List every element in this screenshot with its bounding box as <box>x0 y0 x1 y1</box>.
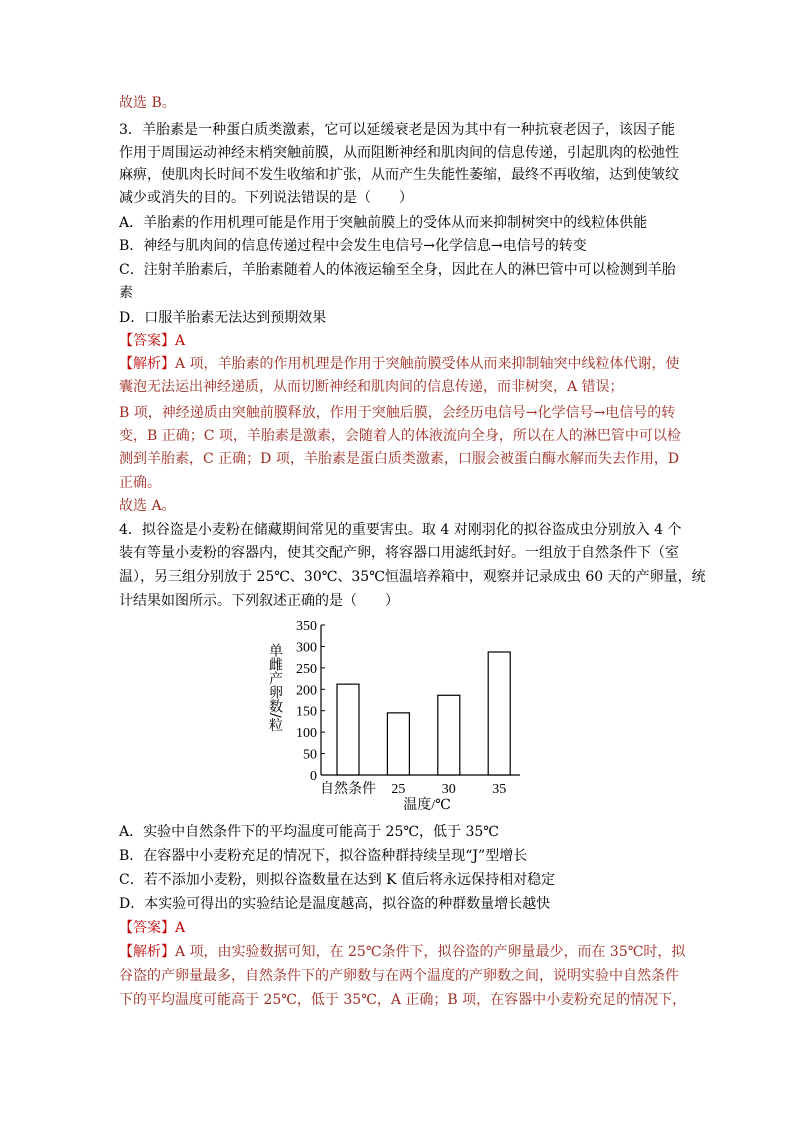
q3-analysis-line <box>119 354 680 374</box>
q4-analysis-line: 下的平均温度可能高于 25℃，低于 35℃，A 正确；B 项，在容器中小麦粉充足的情况下， <box>119 992 687 1008</box>
q4-option-c: C．若不添加小麦粉，则拟谷盗数量在达到 K 值后将永远保持相对稳定 <box>119 872 556 888</box>
q4-option-d: D．本实验可得出的实验结论是温度越高，拟谷盗的种群数量增长越快 <box>119 896 551 912</box>
answer-label: 【答案】 <box>119 333 175 349</box>
q3-option-c-continued: 素 <box>119 285 133 301</box>
category-label: 30 <box>441 782 456 797</box>
q4-stem-line: 温），另三组分别放于 25℃、30℃、35℃恒温培养箱中，观察并记录成虫 60 天的产卵量，统 <box>119 569 706 585</box>
q3-option-b: B．神经与肌肉间的信息传递过程中会发生电信号→化学信息→电信号的转变 <box>119 238 587 254</box>
x-axis-label: 温度/℃ <box>403 798 451 813</box>
bar-chart <box>260 615 530 820</box>
q3-analysis-line: 囊泡无法运出神经递质，从而切断神经和肌肉间的信息传递，而非树突，A 错误； <box>119 379 624 395</box>
bar-0 <box>337 684 359 775</box>
q3-analysis-line: 正确。 <box>119 475 161 491</box>
y-tick-label: 200 <box>296 683 317 699</box>
q3-analysis-line: 测到羊胎素，C 正确；D 项，羊胎素是蛋白质类激素，口服会被蛋白酶水解而失去作用，D <box>119 451 680 467</box>
q4-option-b: B．在容器中小麦粉充足的情况下，拟谷盗种群持续呈现“J”型增长 <box>119 848 528 864</box>
y-tick-label: 50 <box>303 747 317 763</box>
analysis-text: A 项，羊胎素的作用机理是作用于突触前膜受体从而来抑制轴突中线粒体代谢，使 <box>175 356 680 372</box>
q3-conclusion: 故选 A。 <box>119 498 176 514</box>
category-label: 25 <box>391 782 406 797</box>
analysis-label: 【解析】 <box>119 356 175 372</box>
y-tick-label: 150 <box>296 704 317 720</box>
bar-1 <box>387 713 409 775</box>
y-tick-label: 350 <box>296 619 317 634</box>
q4-stem-line: 计结果如图所示。下列叙述正确的是（ ） <box>119 593 399 609</box>
q4-analysis-line <box>119 942 686 962</box>
bar-3 <box>488 652 510 775</box>
q4-answer <box>119 918 185 938</box>
q4-stem-line: 4．拟谷盗是小麦粉在储藏期间常见的重要害虫。取 4 对刚羽化的拟谷盗成虫分别放入 4 个 <box>119 522 682 538</box>
y-tick-label: 300 <box>296 640 317 656</box>
q4-stem-line: 装有等量小麦粉的容器内，使其交配产卵，将容器口用滤纸封好。一组放于自然条件下（室 <box>119 545 679 561</box>
answer-value: A <box>175 333 186 349</box>
q4-option-a: A．实验中自然条件下的平均温度可能高于 25℃，低于 35℃ <box>119 824 499 840</box>
bar-2 <box>438 695 460 775</box>
q3-option-d: D．口服羊胎素无法达到预期效果 <box>119 310 327 326</box>
q3-option-a: A．羊胎素的作用机理可能是作用于突触前膜上的受体从而来抑制树突中的线粒体供能 <box>119 215 648 231</box>
analysis-text: A 项，由实验数据可知，在 25℃条件下，拟谷盗的产卵量最少，而在 35℃时，拟 <box>175 944 686 960</box>
q3-stem-line: 减少或消失的目的。下列说法错误的是（ ） <box>119 190 413 206</box>
category-label: 自然条件 <box>320 782 376 797</box>
q3-stem-line: 麻痹，使肌肉长时间不发生收缩和扩张，从而产生失能性萎缩，最终不再收缩，达到使皱纹 <box>119 167 679 183</box>
q3-stem-line: 3．羊胎素是一种蛋白质类激素，它可以延缓衰老是因为其中有一种抗衰老因子，该因子能 <box>119 122 675 138</box>
y-tick-label: 250 <box>296 661 317 677</box>
q3-answer <box>119 331 185 351</box>
y-tick-label: 100 <box>296 726 317 742</box>
q3-analysis-line: 变，B 正确；C 项，羊胎素是激素，会随着人的体液流向全身，所以在人的淋巴管中可以检 <box>119 428 681 444</box>
y-tick-label: 0 <box>310 769 317 784</box>
answer-label: 【答案】 <box>119 920 175 936</box>
analysis-label: 【解析】 <box>119 944 175 960</box>
q3-analysis-line: B 项，神经递质由突触前膜释放，作用于突触后膜，会经历电信号→化学信号→电信号的转 <box>119 405 676 421</box>
q2-conclusion: 故选 B。 <box>119 95 176 111</box>
q3-stem-line: 作用于周围运动神经末梢突触前膜，从而阻断神经和肌肉间的信息传递，引起肌肉的松弛性 <box>119 145 679 161</box>
answer-value: A <box>175 920 186 936</box>
y-axis-label: 单雌产卵数/粒 <box>267 643 283 732</box>
category-label: 35 <box>492 782 507 797</box>
q4-analysis-line: 谷盗的产卵量最多，自然条件下的产卵数与在两个温度的产卵数之间，说明实验中自然条件 <box>119 968 679 984</box>
q3-option-c: C．注射羊胎素后，羊胎素随着人的体液运输至全身，因此在人的淋巴管中可以检测到羊胎 <box>119 262 676 278</box>
